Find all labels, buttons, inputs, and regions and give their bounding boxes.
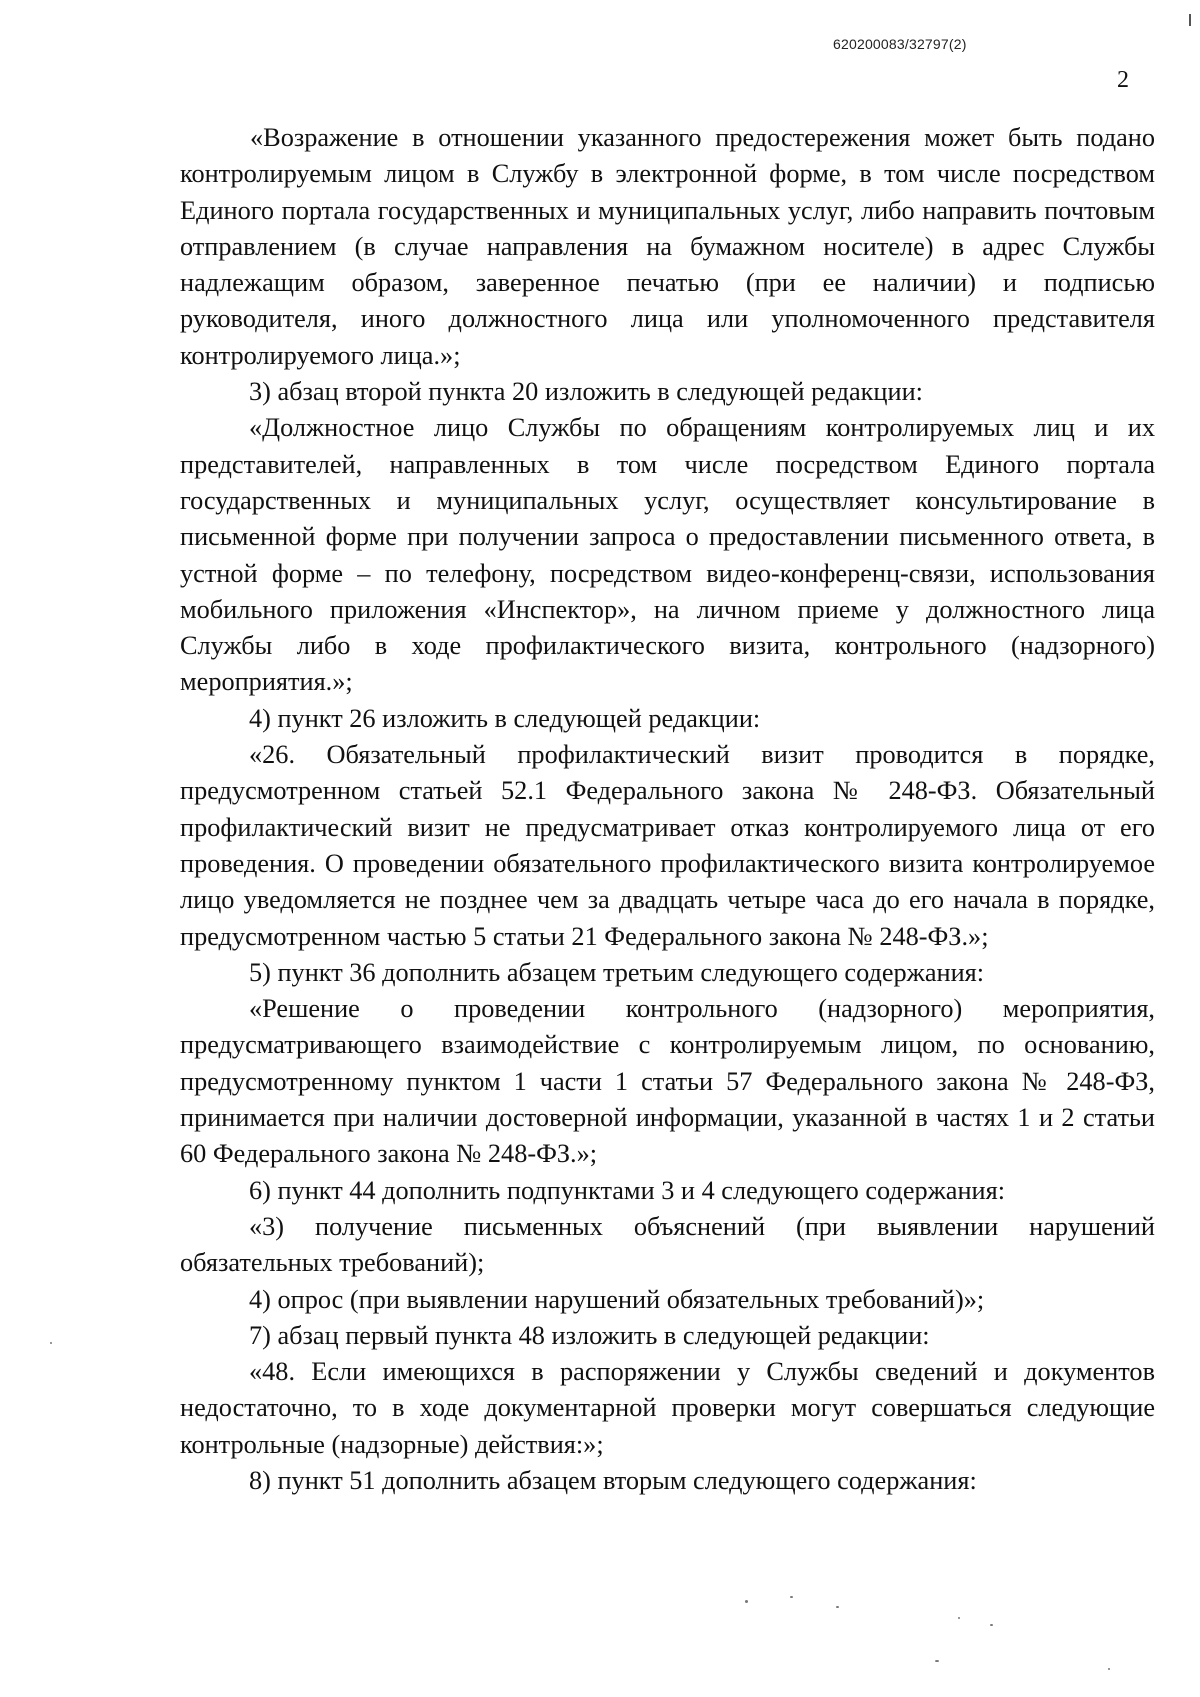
paragraph-consultation-quote: «Должностное лицо Службы по обращениям контролируемых лиц и их представителей, направленных в том числе посредством Единого портала государственных и муниципальных услуг, осуществляет консультирование в письменной форме при получении запроса о предоставлении письменного ответа, в устной форме – по телефону, посредством видео-конференц-связи, использования мобильного приложения «Инспектор», на личном приеме у должностного лица Службы либо в ходе профилактического визита, контрольного (надзорного) мероприятия.»; [180, 413, 1155, 697]
document-body [180, 120, 1155, 1499]
scan-edge-mark [1189, 14, 1191, 26]
scan-speck [745, 1600, 748, 1603]
paragraph-item-5: 5) пункт 36 дополнить абзацем третьим следующего содержания: [249, 957, 985, 987]
paragraph-point-48-quote: «48. Если имеющихся в распоряжении у Службы сведений и документов недостаточно, то в ходе документарной проверки могут совершаться следующие контрольные (надзорные) действия:»; [180, 1357, 1155, 1459]
paragraph-subitem-4: 4) опрос (при выявлении нарушений обязательных требований)»; [249, 1284, 985, 1314]
scan-speck [1108, 1668, 1110, 1670]
page-number: 2 [1117, 67, 1129, 93]
scan-speck [790, 1596, 793, 1598]
paragraph-subitem-3-quote: «3) получение письменных объяснений (при выявлении нарушений обязательных требований); [180, 1211, 1155, 1278]
scan-speck [50, 1342, 52, 1344]
paragraph-decision-quote: «Решение о проведении контрольного (надзорного) мероприятия, предусматривающего взаимодействие с контролируемым лицом, по основанию, предусмотренному пунктом 1 части 1 статьи 57 Федерального закона № 248-ФЗ, принимается при наличии достоверной информации, указанной в частях 1 и 2 статьи 60 Федерального закона № 248-ФЗ.»; [180, 994, 1155, 1169]
paragraph-item-6: 6) пункт 44 дополнить подпунктами 3 и 4 следующего содержания: [249, 1175, 1006, 1205]
paragraph-point-26-quote: «26. Обязательный профилактический визит проводится в порядке, предусмотренном статьей 52.1 Федерального закона № 248-ФЗ. Обязательный профилактический визит не предусматривает отказ контролируемого лица от его проведения. О проведении обязательного профилактического визита контролируемое лицо уведомляется не позднее чем за двадцать четыре часа до его начала в порядке, предусмотренном частью 5 статьи 21 Федерального закона № 248-ФЗ.»; [180, 740, 1155, 951]
paragraph-item-4: 4) пункт 26 изложить в следующей редакции: [249, 703, 761, 733]
paragraph-item-7: 7) абзац первый пункта 48 изложить в следующей редакции: [249, 1320, 930, 1350]
document-registration-number: 620200083/32797(2) [833, 36, 967, 52]
scan-speck [836, 1606, 839, 1608]
scan-speck [990, 1624, 993, 1626]
paragraph-item-3: 3) абзац второй пункта 20 изложить в следующей редакции: [249, 377, 923, 407]
scan-speck [958, 1617, 960, 1619]
scan-speck [935, 1660, 939, 1662]
paragraph-item-8: 8) пункт 51 дополнить абзацем вторым следующего содержания: [249, 1465, 977, 1495]
paragraph-objection-quote: «Возражение в отношении указанного предостережения может быть подано контролируемым лицом в Службу в электронной форме, в том числе посредством Единого портала государственных и муниципальных услуг, либо направить почтовым отправлением (в случае направления на бумажном носителе) в адрес Службы надлежащим образом, заверенное печатью (при ее наличии) и подписью руководителя, иного должностного лица или уполномоченного представителя контролируемого лица.»; [180, 123, 1155, 370]
